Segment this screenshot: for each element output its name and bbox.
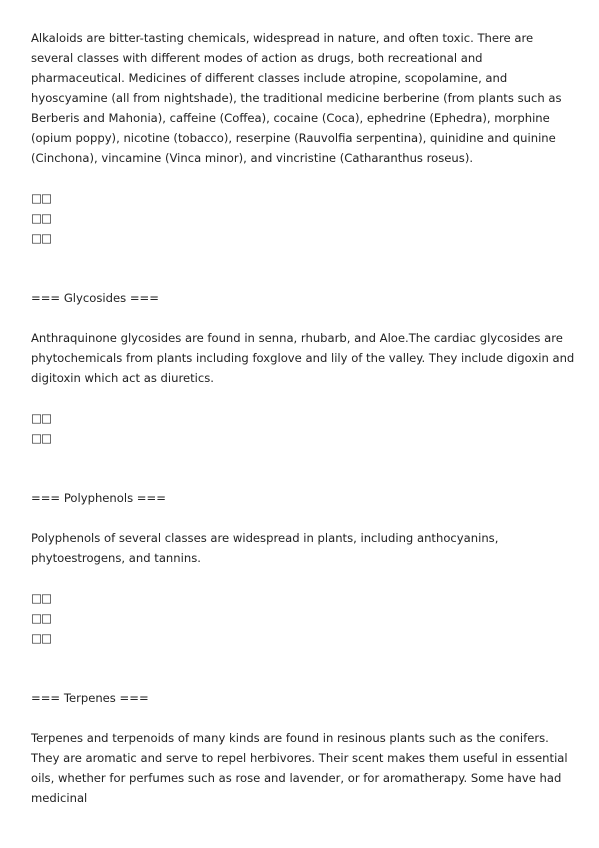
placeholder-glyph: □□ bbox=[31, 611, 51, 625]
placeholder-glyph-group bbox=[31, 588, 576, 648]
placeholder-glyph: □□ bbox=[31, 631, 51, 645]
spacer bbox=[31, 568, 576, 588]
section-heading-polyphenols: === Polyphenols === bbox=[31, 491, 166, 505]
section-heading-terpenes: === Terpenes === bbox=[31, 691, 149, 705]
spacer bbox=[31, 168, 576, 188]
document-page bbox=[31, 28, 576, 808]
spacer bbox=[31, 508, 576, 528]
placeholder-glyph-group bbox=[31, 408, 576, 448]
spacer bbox=[31, 388, 576, 408]
spacer bbox=[31, 648, 576, 688]
polyphenols-paragraph: Polyphenols of several classes are widespread in plants, including anthocyanins, phytoestrogens, and tannins. bbox=[31, 531, 499, 565]
glycosides-paragraph: Anthraquinone glycosides are found in senna, rhubarb, and Aloe.The cardiac glycosides are phytochemicals from plants including foxglove and lily of the valley. They include digoxin and digitoxin which act as diuretics. bbox=[31, 331, 575, 385]
spacer bbox=[31, 708, 576, 728]
terpenes-paragraph: Terpenes and terpenoids of many kinds are found in resinous plants such as the conifers. They are aromatic and serve to repel herbivores. Their scent makes them useful in essential oils, whether for perfumes such as rose and lavender, or for aromatherapy. Some have had medicinal bbox=[31, 731, 568, 805]
spacer bbox=[31, 308, 576, 328]
alkaloids-paragraph: Alkaloids are bitter-tasting chemicals, widespread in nature, and often toxic. There are several classes with different modes of action as drugs, both recreational and pharmaceutical. Medicines of different classes include atropine, scopolamine, and hyoscyamine (all from nightshade), the traditional medicine berberine (from plants such as Berberis and Mahonia), caffeine (Coffea), cocaine (Coca), ephedrine (Ephedra), morphine (opium poppy), nicotine (tobacco), reserpine (Rauvolfia serpentina), quinidine and quinine (Cinchona), vincamine (Vinca minor), and vincristine (Catharanthus roseus). bbox=[31, 31, 562, 165]
placeholder-glyph: □□ bbox=[31, 431, 51, 445]
placeholder-glyph: □□ bbox=[31, 591, 51, 605]
placeholder-glyph-group bbox=[31, 188, 576, 248]
placeholder-glyph: □□ bbox=[31, 191, 51, 205]
placeholder-glyph: □□ bbox=[31, 411, 51, 425]
spacer bbox=[31, 448, 576, 488]
spacer bbox=[31, 248, 576, 288]
section-heading-glycosides: === Glycosides === bbox=[31, 291, 159, 305]
placeholder-glyph: □□ bbox=[31, 231, 51, 245]
placeholder-glyph: □□ bbox=[31, 211, 51, 225]
